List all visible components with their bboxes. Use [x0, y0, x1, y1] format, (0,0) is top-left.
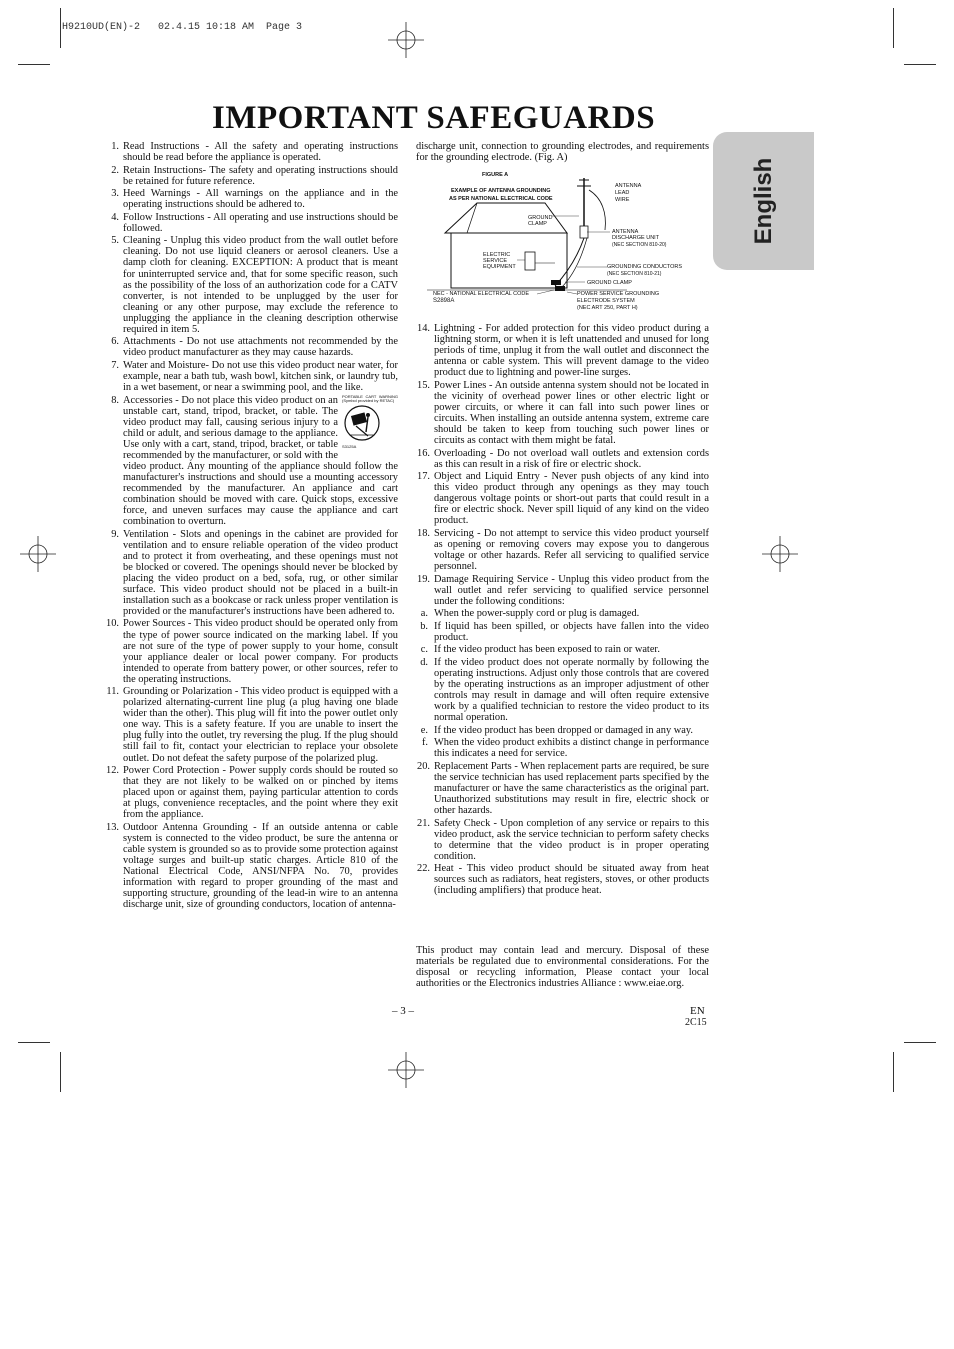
left-column: [105, 141, 398, 912]
list-item: [416, 863, 709, 896]
list-item: [105, 360, 398, 393]
item-number: 10.: [106, 618, 119, 630]
crop-mark: [18, 1042, 50, 1043]
figure-callout: GROUNDING CONDUCTORS: [607, 264, 683, 270]
item-text: Power Cord Protection - Power supply cords should be routed so that they are not likely to be walked on or pinched by items placed upon or against them, paying particular attention to cords at plugs, convenience receptacles, and the point where they exit from the appliance.: [123, 765, 398, 821]
item-text: Damage Requiring Service - Unplug this video product from the wall outlet and refer servicing to qualified service personnel under the following conditions:: [434, 573, 709, 607]
item-number: 3.: [111, 188, 119, 200]
item-text: Object and Liquid Entry - Never push objects of any kind into this video product through any openings as they may touch dangerous voltage points or short-out parts that could result in a fire or electric shock. Never spill liquid of any kind on the video product.: [434, 471, 709, 527]
list-item: [416, 380, 709, 446]
figure-callout: (NEC SECTION 810-21): [607, 271, 662, 277]
list-item: [105, 165, 398, 187]
item-number: 20.: [417, 760, 430, 772]
list-item: [105, 188, 398, 210]
registration-mark-icon: [762, 536, 798, 572]
list-item: [416, 471, 709, 526]
crop-mark: [893, 8, 894, 48]
list-item: [416, 574, 709, 607]
list-item: [105, 141, 398, 163]
right-intro: discharge unit, connection to grounding electrodes, and requirements for the grounding electrode. (Fig. A): [416, 141, 709, 164]
sub-list-item: [416, 608, 709, 619]
figure-note: NEC - NATIONAL ELECTRICAL CODE: [433, 291, 530, 297]
item-number: 21.: [417, 817, 430, 829]
item-number: 6.: [111, 336, 119, 348]
figure-callout: WIRE: [615, 197, 630, 203]
item-text: When the power-supply cord or plug is damaged.: [434, 608, 640, 620]
item-number: 9.: [111, 528, 119, 540]
crop-mark: [18, 64, 50, 65]
figure-callout: LEAD: [615, 190, 630, 196]
list-item: [105, 822, 398, 910]
item-number: 15.: [417, 379, 430, 391]
item-text: Accessories - Do not place this video product on an unstable cart, stand, tripod, bracket, or table. The video product may fall, causing serious injury to a child or adult, and serious damage to the appliance. Use only with a cart, stand, tripod, bracket, or table recommended by the manufacturer, or sold with the video product. Any mounting of the appliance should follow the manufacturer's instructions and should use a mounting accessory recommended by the manufacturer. An appliance and cart combination should be moved with care. Quick stops, excessive force, and uneven surfaces may cause the appliance and cart combination to overturn.: [123, 394, 398, 528]
item-text: Attachments - Do not use attachments not recommended by the video product manufacturer as they may cause hazards.: [123, 336, 398, 359]
item-text: Heat - This video product should be situated away from heat sources such as radiators, heat registers, stoves, or other products (including amplifiers) that produce heat.: [434, 863, 709, 897]
figure-callout: CLAMP: [528, 221, 547, 227]
figure-callout: POWER SERVICE GROUNDING: [577, 291, 660, 297]
item-text: If the video product has been dropped or damaged in any way.: [434, 724, 694, 736]
figure-code: S2898A: [433, 298, 455, 304]
item-number: f.: [421, 737, 428, 749]
language-code: EN: [690, 1005, 705, 1017]
figure-callout: DISCHARGE UNIT: [612, 235, 660, 241]
item-text: Overloading - Do not overload wall outlets and extension cords as this can result in a risk of fire or electric shock.: [434, 447, 709, 470]
item-text: Retain Instructions- The safety and operating instructions should be retained for future reference.: [123, 164, 398, 187]
item-text: Replacement Parts - When replacement parts are required, be sure the service technician has used replacement parts specified by the manufacturer or have the same characteristics as the original part. Unauthorized substitutions may result in fire, electric shock or other hazards.: [434, 760, 709, 816]
figure-callout: ANTENNA: [612, 229, 639, 235]
list-item: [105, 235, 398, 334]
list-item: [416, 761, 709, 816]
figure-callout: SERVICE: [483, 258, 508, 264]
item-number: 8.: [111, 394, 119, 406]
figure-heading: EXAMPLE OF ANTENNA GROUNDING: [451, 188, 551, 194]
crop-mark: [893, 1052, 894, 1092]
figure-callout: ELECTRODE SYSTEM: [577, 298, 635, 304]
item-number: 7.: [111, 359, 119, 371]
sub-list-item: [416, 621, 709, 643]
item-text: Power Lines - An outside antenna system should not be located in the vicinity of overhead power lines or other electric light or power circuits, or where it can fall into such power lines or circuits. When installing an outside antenna system, extreme care should be taken to keep from touching such power lines or circuits as contact with them might be fatal.: [434, 379, 709, 446]
item-text: Ventilation - Slots and openings in the cabinet are provided for ventilation and to ensure reliable operation of the video product and to protect it from overheating, and these openings must not be blocked or covered. The openings should never be blocked by placing the video product on a bed, sofa, rug, or other similar surface. This video product should not be placed in a built-in installation such as a bookcase or rack unless proper ventilation is provided or the manufacturer's instructions have been adhered to.: [123, 528, 398, 617]
disposal-note: This product may contain lead and mercury. Disposal of these materials be regulated due to environmental considerations. For the disposal or recycling information, Please contact your local authorities or the Electronics industries Alliance : www.eiae.org.: [416, 945, 709, 990]
figure-callout: GROUND: [528, 215, 553, 221]
sub-list-item: [416, 725, 709, 736]
crop-mark: [904, 1042, 936, 1043]
sub-list-item: [416, 657, 709, 723]
print-slug: H9210UD(EN)-2 02.4.15 10:18 AM Page 3: [62, 22, 303, 33]
item-text: Lightning - For added protection for this video product during a lightning storm, or when it is left unattended and unused for long periods of time, unplug it from the wall outlet and disconnect the antenna or cable system. This will prevent damage to the video product due to lightning and power-line surges.: [434, 323, 709, 379]
figure-callout: ANTENNA: [615, 183, 642, 189]
item-text: When the video product exhibits a distinct change in performance this indicates a need for service.: [434, 737, 709, 760]
item-number: 2.: [111, 164, 119, 176]
figure-label: FIGURE A: [482, 172, 509, 178]
item-number: 14.: [417, 323, 430, 334]
item-number: 5.: [111, 235, 119, 247]
list-item: [105, 618, 398, 684]
list-item: [416, 323, 709, 378]
figure-heading: AS PER NATIONAL ELECTRICAL CODE: [449, 196, 553, 202]
item-text: Power Sources - This video product should be operated only from the type of power source indicated on the marking label. If you are not sure of the type of power supply to your home, consult your appliance dealer or local power company. For products intended to operate from battery power, or other sources, refer to the operating instructions.: [123, 618, 398, 685]
item-text: Read Instructions - All the safety and operating instructions should be read before the appliance is operated.: [123, 141, 398, 164]
item-number: 16.: [417, 447, 430, 459]
item-text: Cleaning - Unplug this video product from the wall outlet before cleaning. Do not use liquid cleaners or aerosol cleaners. Use a damp cloth for cleaning. EXCEPTION: A product that is meant for uninterrupted service and, that for some specific reason, such as the possibility of the loss of an authorization code for a CATV converter, is not intended to be unplugged by the user for cleaning or any other purpose, may exclude the reference to unplugging the appliance in the cleaning description otherwise required in item 5.: [123, 235, 398, 335]
registration-mark-icon: [388, 22, 424, 58]
cart-warning-code: S3125A: [342, 443, 357, 449]
item-text: If the video product does not operate normally by following the operating instructions. Adjust only those controls that are covered by the operating instructions as an improper adjustment of other controls may result in damage and will often require extensive work by a qualified technician to restore the video product to its normal operation.: [434, 656, 709, 724]
item-number: a.: [420, 608, 428, 620]
item-text: Safety Check - Upon completion of any service or repairs to this video product, ask the service technician to perform safety checks to determine that the video product is in proper operating condition.: [434, 817, 709, 862]
item-number: d.: [420, 656, 428, 668]
item-number: c.: [420, 644, 428, 656]
crop-mark: [60, 8, 61, 48]
list-item: [105, 686, 398, 763]
figure-a: [427, 168, 709, 318]
item-text: Grounding or Polarization - This video product is equipped with a polarized alternating-current line plug (a plug having one blade wider than the other). This plug will fit into the power outlet only one way. This is a safety feature. If you are unable to insert the plug fully into the outlet, try reversing the plug. If the plug should still fail to fit, contact your electrician to replace your obsolete outlet. Do not defeat the safety purpose of the polarized plug.: [123, 686, 398, 764]
list-item: [416, 528, 709, 572]
list-item: [105, 395, 398, 528]
cart-tip-over-icon: [342, 404, 382, 442]
figure-callout: (NEC SECTION 810-20): [612, 242, 667, 248]
item-number: 17.: [417, 471, 430, 483]
item-number: 12.: [106, 765, 119, 777]
list-item: [105, 765, 398, 820]
item-number: 1.: [111, 141, 119, 152]
crop-mark: [60, 1052, 61, 1092]
figure-callout: EQUIPMENT: [483, 264, 516, 270]
crop-mark: [904, 64, 936, 65]
sub-list-item: [416, 644, 709, 655]
list-item: [416, 818, 709, 862]
cart-warning-graphic: [342, 395, 398, 450]
list-item: [105, 529, 398, 617]
figure-callout: GROUND CLAMP: [587, 280, 632, 286]
item-text: Outdoor Antenna Grounding - If an outside antenna or cable system is connected to the video product, be sure the antenna or cable system is grounded so as to provide some protection against voltage surges and built-up static charges. Article 810 of the National Electrical Code, ANSI/NFPA No. 70, provides information with regard to proper grounding of the mast and supporting structure, grounding of the lead-in wire to an antenna discharge unit, size of grounding conductors, location of antenna-: [123, 821, 398, 911]
item-number: 19.: [417, 573, 430, 585]
item-number: b.: [420, 620, 428, 632]
page-number: – 3 –: [392, 1005, 414, 1017]
item-number: 11.: [106, 686, 119, 698]
item-number: 4.: [111, 211, 119, 223]
registration-mark-icon: [388, 1052, 424, 1088]
item-number: 13.: [106, 821, 119, 833]
list-item: [105, 212, 398, 234]
item-text: Water and Moisture- Do not use this video product near water, for example, near a bath tub, wash bowl, kitchen sink, or laundry tub, in a wet basement, or near a swimming pool, and the like.: [123, 359, 398, 393]
figure-callout: ELECTRIC: [483, 252, 511, 258]
language-tab: [713, 132, 814, 270]
item-number: e.: [420, 724, 428, 736]
item-text: Heed Warnings - All warnings on the appliance and in the operating instructions should be adhered to.: [123, 188, 398, 211]
item-text: If the video product has been exposed to rain or water.: [434, 644, 660, 656]
item-text: If liquid has been spilled, or objects have fallen into the video product.: [434, 620, 709, 643]
document-code: 2C15: [685, 1017, 707, 1028]
item-text: Servicing - Do not attempt to service this video product yourself as opening or removing covers may expose you to dangerous voltage or other hazards. Refer all servicing to qualified service personnel.: [434, 527, 709, 572]
registration-mark-icon: [20, 536, 56, 572]
figure-callout: (NEC ART 250, PART H): [577, 305, 638, 311]
right-column: [416, 323, 709, 898]
page-title: IMPORTANT SAFEGUARDS: [212, 100, 656, 136]
sub-list-item: [416, 737, 709, 759]
language-tab-label: English: [749, 157, 777, 245]
list-item: [416, 448, 709, 470]
item-number: 22.: [417, 863, 430, 875]
item-text: Follow Instructions - All operating and use instructions should be followed.: [123, 211, 398, 234]
item-number: 18.: [417, 527, 430, 539]
list-item: [105, 336, 398, 358]
cart-warning-caption: PORTABLE CART WARNING (Symbol provided by RETAC): [342, 393, 398, 404]
